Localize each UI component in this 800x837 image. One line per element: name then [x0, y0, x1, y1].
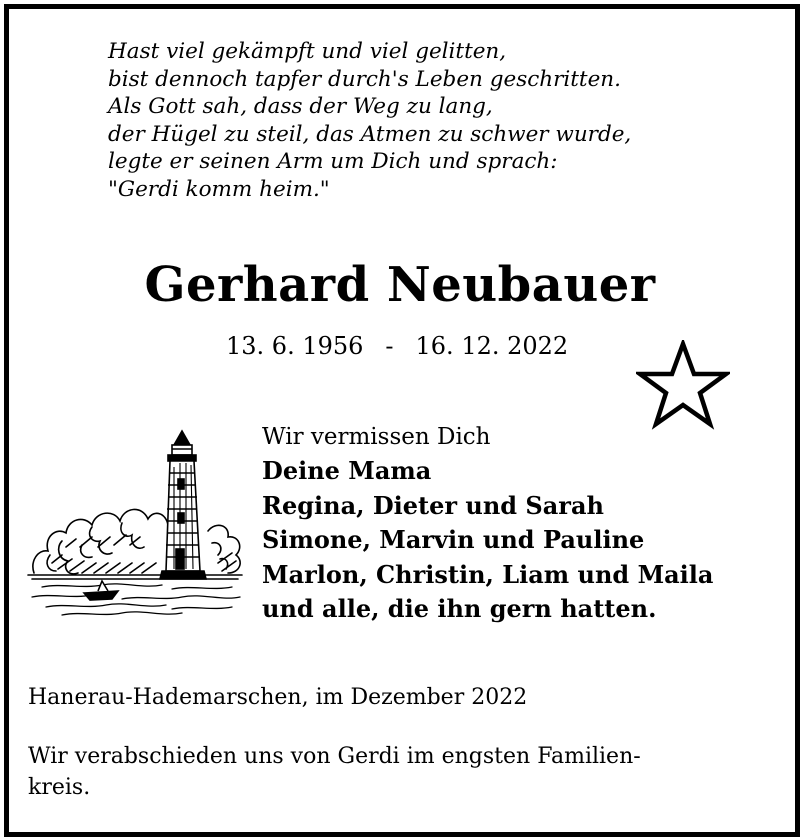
poem-line: der Hügel zu steil, das Atmen zu schwer wurde, [108, 121, 632, 147]
mourner-line: Marlon, Christin, Liam und Maila [262, 559, 714, 589]
star-outline-icon [636, 340, 730, 430]
life-dates [226, 330, 568, 362]
mourners-block [262, 421, 713, 627]
death-date: 16. 12. 2022 [415, 332, 569, 360]
farewell-notice [28, 741, 788, 803]
place-date: Hanerau-Hademarschen, im Dezember 2022 [28, 685, 528, 710]
farewell-line: Wir verabschieden uns von Gerdi im engsten Familien- [28, 744, 641, 769]
date-separator: - [385, 332, 394, 360]
deceased-name: Gerhard Neubauer [144, 257, 656, 313]
birth-date: 13. 6. 1956 [226, 332, 364, 360]
poem-line: legte er seinen Arm um Dich und sprach: [108, 149, 558, 174]
poem-line: Als Gott sah, dass der Weg zu lang, [108, 94, 493, 119]
mourner-line: und alle, die ihn gern hatten. [262, 594, 657, 623]
mourner-line: Deine Mama [262, 456, 432, 485]
poem [108, 38, 631, 203]
mourner-line: Regina, Dieter und Sarah [262, 490, 604, 520]
mourners-intro: Wir vermissen Dich [262, 424, 491, 450]
poem-line: bist dennoch tapfer durch's Leben geschritten. [108, 66, 621, 92]
farewell-line: kreis. [28, 775, 91, 800]
lighthouse-illustration [22, 423, 246, 619]
poem-line: "Gerdi komm heim." [108, 176, 330, 202]
mourner-line: Simone, Marvin und Pauline [262, 525, 645, 554]
poem-line: Hast viel gekämpft und viel gelitten, [108, 39, 507, 64]
